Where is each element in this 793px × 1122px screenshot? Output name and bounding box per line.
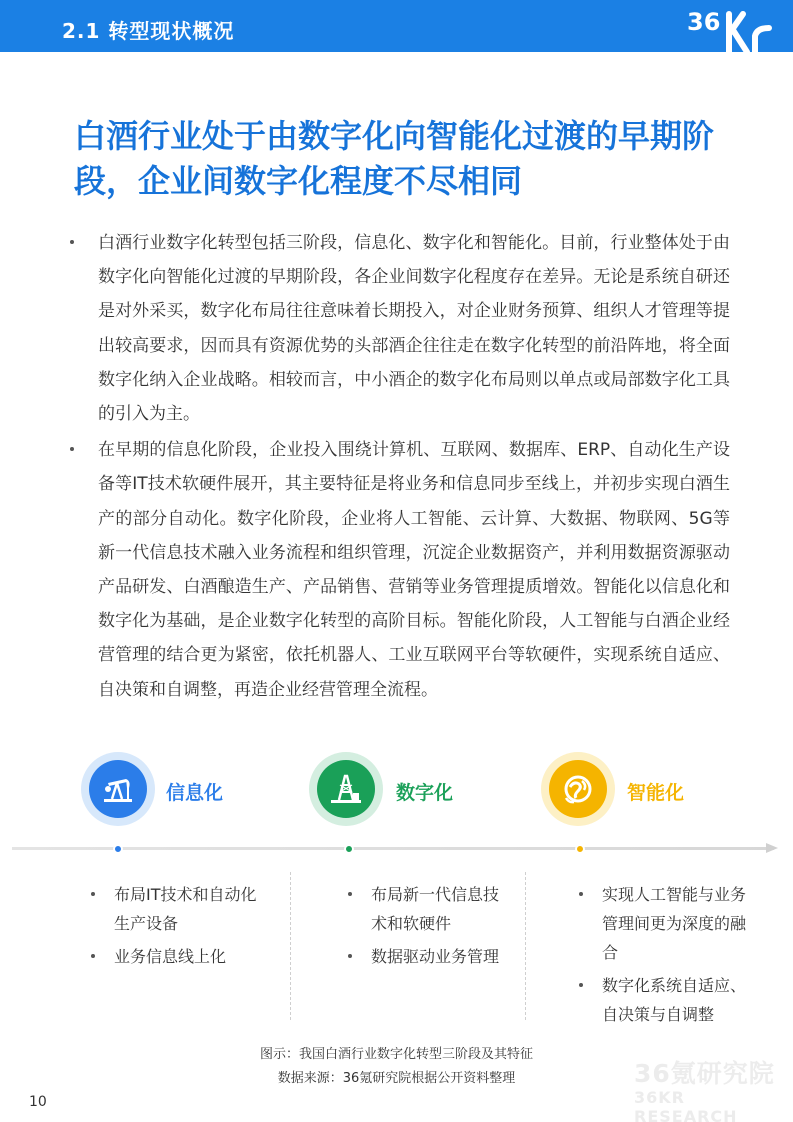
bullet-dot bbox=[70, 447, 74, 451]
bullet-item bbox=[70, 433, 730, 707]
timeline-dot-informatization bbox=[113, 844, 123, 854]
stage-label-intelligentization: 智能化 bbox=[627, 782, 685, 804]
oil-rig-icon bbox=[328, 771, 364, 807]
bullet-dot bbox=[70, 240, 74, 244]
stage-features-digitalization bbox=[345, 880, 513, 975]
timeline-dot-intelligentization bbox=[575, 844, 585, 854]
column-divider bbox=[525, 872, 526, 1020]
stage-features-informatization bbox=[88, 880, 268, 975]
svg-text:36: 36 bbox=[687, 8, 721, 36]
brand-logo bbox=[683, 0, 793, 52]
headline: 白酒行业处于由数字化向智能化过渡的早期阶段，企业间数字化程度不尽相同 bbox=[74, 117, 715, 200]
list-item: 实现人工智能与业务管理间更为深度的融合 bbox=[576, 880, 748, 967]
section-title: 2.1 转型现状概况 bbox=[62, 19, 235, 43]
list-item: 数字化系统自适应、自决策与自调整 bbox=[576, 971, 748, 1029]
timeline-axis bbox=[12, 847, 774, 850]
bullet-item bbox=[70, 226, 730, 431]
oil-pump-icon bbox=[100, 771, 136, 807]
stage-icon-ring-informatization bbox=[81, 752, 155, 826]
watermark-cn: 36氪研究院 bbox=[634, 1059, 775, 1088]
list-item: 布局新一代信息技术和软硬件 bbox=[345, 880, 513, 938]
column-divider bbox=[290, 872, 291, 1020]
timeline-arrow-icon bbox=[766, 843, 778, 853]
bullet-text: 在早期的信息化阶段，企业投入围绕计算机、互联网、数据库、ERP、自动化生产设备等IT技术软硬件展开，其主要特征是将业务和信息同步至线上，并初步实现白酒生产的部分自动化。数字化阶段，企业将人工智能、云计算、大数据、物联网、5G等新一代信息技术融入业务流程和组织管理，沉淀企业数据资产，并利用数据资源驱动产品研发、白酒酿造生产、产品销售、营销等业务管理提质增效。智能化以信息化和数字化为基础，是企业数字化转型的高阶目标。智能化阶段，人工智能与白酒企业经营管理的结合更为紧密，依托机器人、工业互联网平台等软硬件，实现系统自适应、自决策和自调整，再造企业经营管理全流程。 bbox=[98, 440, 730, 700]
watermark-en: 36KR RESEARCH bbox=[634, 1088, 738, 1122]
source-note: 数据来源：36氪研究院根据公开资料整理 bbox=[277, 1071, 516, 1086]
stage-icon-ring-intelligentization bbox=[541, 752, 615, 826]
list-item: 数据驱动业务管理 bbox=[345, 942, 513, 971]
timeline-dot-digitalization bbox=[344, 844, 354, 854]
stage-icon-ring-digitalization bbox=[309, 752, 383, 826]
figure-caption: 图示：我国白酒行业数字化转型三阶段及其特征 bbox=[259, 1047, 533, 1062]
bullet-text: 白酒行业数字化转型包括三阶段，信息化、数字化和智能化。目前，行业整体处于由数字化向智能化过渡的早期阶段，各企业间数字化程度存在差异。无论是系统自研还是对外采买，数字化布局往往意味着长期投入，对企业财务预算、组织人才管理等提出较高要求，因而具有资源优势的头部酒企往往走在数字化转型的前沿阵地，将全面数字化纳入企业战略。相较而言，中小酒企的数字化布局则以单点或局部数字化工具的引入为主。 bbox=[98, 233, 730, 425]
bullet-list bbox=[70, 226, 730, 709]
stage-features-intelligentization bbox=[576, 880, 748, 1033]
page-number: 10 bbox=[29, 1094, 47, 1110]
smart-globe-icon bbox=[560, 771, 596, 807]
list-item: 业务信息线上化 bbox=[88, 942, 268, 971]
stage-label-digitalization: 数字化 bbox=[396, 782, 454, 804]
list-item: 布局IT技术和自动化生产设备 bbox=[88, 880, 268, 938]
stage-label-informatization: 信息化 bbox=[166, 782, 224, 804]
